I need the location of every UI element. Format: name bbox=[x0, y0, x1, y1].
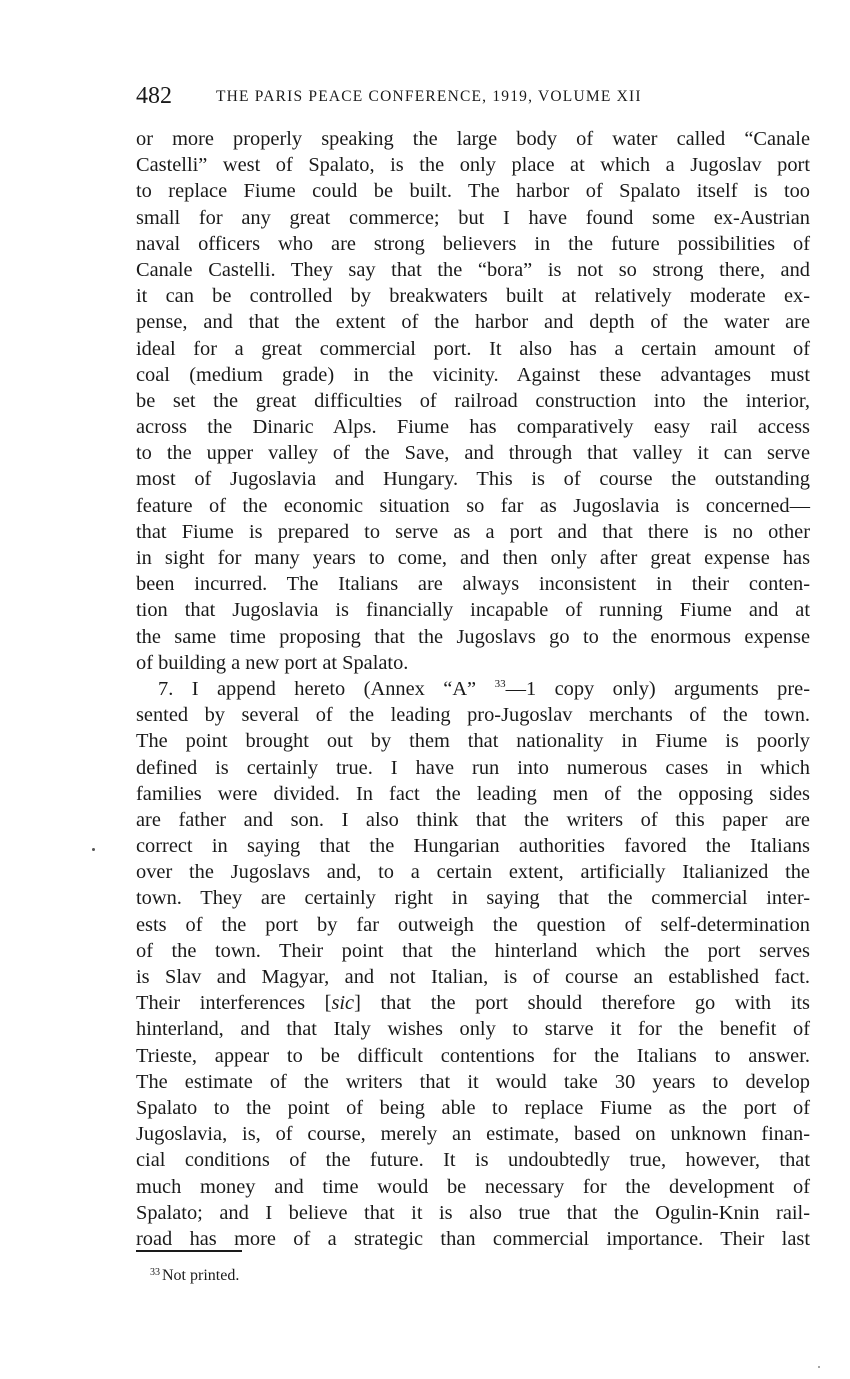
text-segment: 7. I append hereto (Annex “A” bbox=[158, 677, 477, 700]
text-line: much money and time would be necessary for the development of bbox=[136, 1175, 810, 1198]
text-line: Trieste, appear to be difficult contentions for the Italians to answer. bbox=[136, 1044, 810, 1067]
text-line: are father and son. I also think that the writers of this paper are bbox=[136, 808, 810, 831]
text-line: feature of the economic situation so far as Jugoslavia is concerned— bbox=[136, 494, 810, 517]
text-line: it can be controlled by breakwaters built at relatively moderate ex- bbox=[136, 285, 810, 308]
text-line: Canale Castelli. They say that the “bora” is not so strong there, and bbox=[136, 258, 810, 281]
footnote-marker: 33 bbox=[150, 1267, 160, 1278]
footnote-reference: 33 bbox=[494, 677, 506, 690]
text-segment: —1 copy only) arguments pre- bbox=[505, 677, 810, 700]
text-line: The estimate of the writers that it would take 30 years to develop bbox=[136, 1070, 810, 1093]
text-line: small for any great commerce; but I have found some ex-Austrian bbox=[136, 206, 810, 229]
text-line: hinterland, and that Italy wishes only to starve it for the benefit of bbox=[136, 1018, 810, 1041]
running-header bbox=[136, 81, 816, 111]
text-line: is Slav and Magyar, and not Italian, is of course an established fact. bbox=[136, 966, 810, 988]
text-line: The point brought out by them that nationality in Fiume is poorly bbox=[136, 730, 810, 753]
text-line: over the Jugoslavs and, to a certain extent, artificially Italianized the bbox=[136, 861, 810, 884]
text-line: road has more of a strategic than commercial importance. Their last bbox=[136, 1227, 810, 1250]
text-line: ests of the port by far outweigh the question of self-determination bbox=[136, 913, 810, 936]
sic-italic: sic bbox=[331, 992, 355, 1015]
text-segment: Their interferences [ bbox=[136, 992, 332, 1015]
body-text bbox=[136, 126, 810, 1252]
text-line: across the Dinaric Alps. Fiume has comparatively easy rail access bbox=[136, 416, 810, 439]
text-line: naval officers who are strong believers in the future possibilities of bbox=[136, 232, 810, 255]
text-line: Castelli” west of Spalato, is the only place at which a Jugoslav port bbox=[136, 154, 810, 177]
text-line: cial conditions of the future. It is undoubtedly true, however, that bbox=[136, 1149, 810, 1172]
text-segment: ] that the port should therefore go with its bbox=[354, 992, 810, 1015]
text-line: correct in saying that the Hungarian authorities favored the Italians bbox=[136, 835, 810, 858]
text-line: ideal for a great commercial port. It also has a certain amount of bbox=[136, 337, 810, 360]
text-line: to replace Fiume could be built. The harbor of Spalato itself is too bbox=[136, 180, 810, 203]
text-line: defined is certainly true. I have run into numerous cases in which bbox=[136, 756, 810, 779]
footnote-rule bbox=[136, 1250, 242, 1252]
text-line: been incurred. The Italians are always inconsistent in their conten- bbox=[136, 573, 810, 596]
text-line: of building a new port at Spalato. bbox=[136, 651, 409, 674]
text-line: most of Jugoslavia and Hungary. This is of course the outstanding bbox=[136, 468, 810, 491]
text-line: the same time proposing that the Jugoslavs go to the enormous expense bbox=[136, 625, 810, 648]
text-line: that Fiume is prepared to serve as a port and that there is no other bbox=[136, 520, 810, 543]
text-line-paragraph-start bbox=[136, 676, 810, 702]
stray-mark bbox=[818, 1366, 820, 1368]
text-line: Spalato; and I believe that it is also true that the Ogulin-Knin rail- bbox=[136, 1201, 810, 1224]
text-line: to the upper valley of the Save, and through that valley it can serve bbox=[136, 442, 810, 465]
text-line: Spalato to the point of being able to replace Fiume as the port of bbox=[136, 1096, 810, 1119]
text-line: be set the great difficulties of railroad construction into the interior, bbox=[136, 389, 810, 412]
text-line bbox=[136, 990, 810, 1016]
page-number: 482 bbox=[136, 83, 172, 109]
text-line: or more properly speaking the large body of water called “Canale bbox=[136, 128, 810, 150]
text-line: of the town. Their point that the hinterland which the port serves bbox=[136, 939, 810, 962]
text-line: families were divided. In fact the leading men of the opposing sides bbox=[136, 782, 810, 805]
text-line: coal (medium grade) in the vicinity. Against these advantages must bbox=[136, 363, 810, 386]
text-line: tion that Jugoslavia is financially incapable of running Fiume and at bbox=[136, 599, 810, 622]
text-line: Jugoslavia, is, of course, merely an estimate, based on unknown finan- bbox=[136, 1123, 810, 1146]
text-line: pense, and that the extent of the harbor and depth of the water are bbox=[136, 311, 810, 334]
text-line: sented by several of the leading pro-Jugoslav merchants of the town. bbox=[136, 704, 810, 727]
footnote-text: Not printed. bbox=[162, 1267, 240, 1284]
footnote bbox=[150, 1262, 239, 1287]
text-line: in sight for many years to come, and then only after great expense has bbox=[136, 547, 810, 569]
running-title: THE PARIS PEACE CONFERENCE, 1919, VOLUME XII bbox=[216, 88, 642, 105]
text-line: town. They are certainly right in saying that the commercial inter- bbox=[136, 887, 810, 910]
stray-mark bbox=[92, 848, 95, 851]
